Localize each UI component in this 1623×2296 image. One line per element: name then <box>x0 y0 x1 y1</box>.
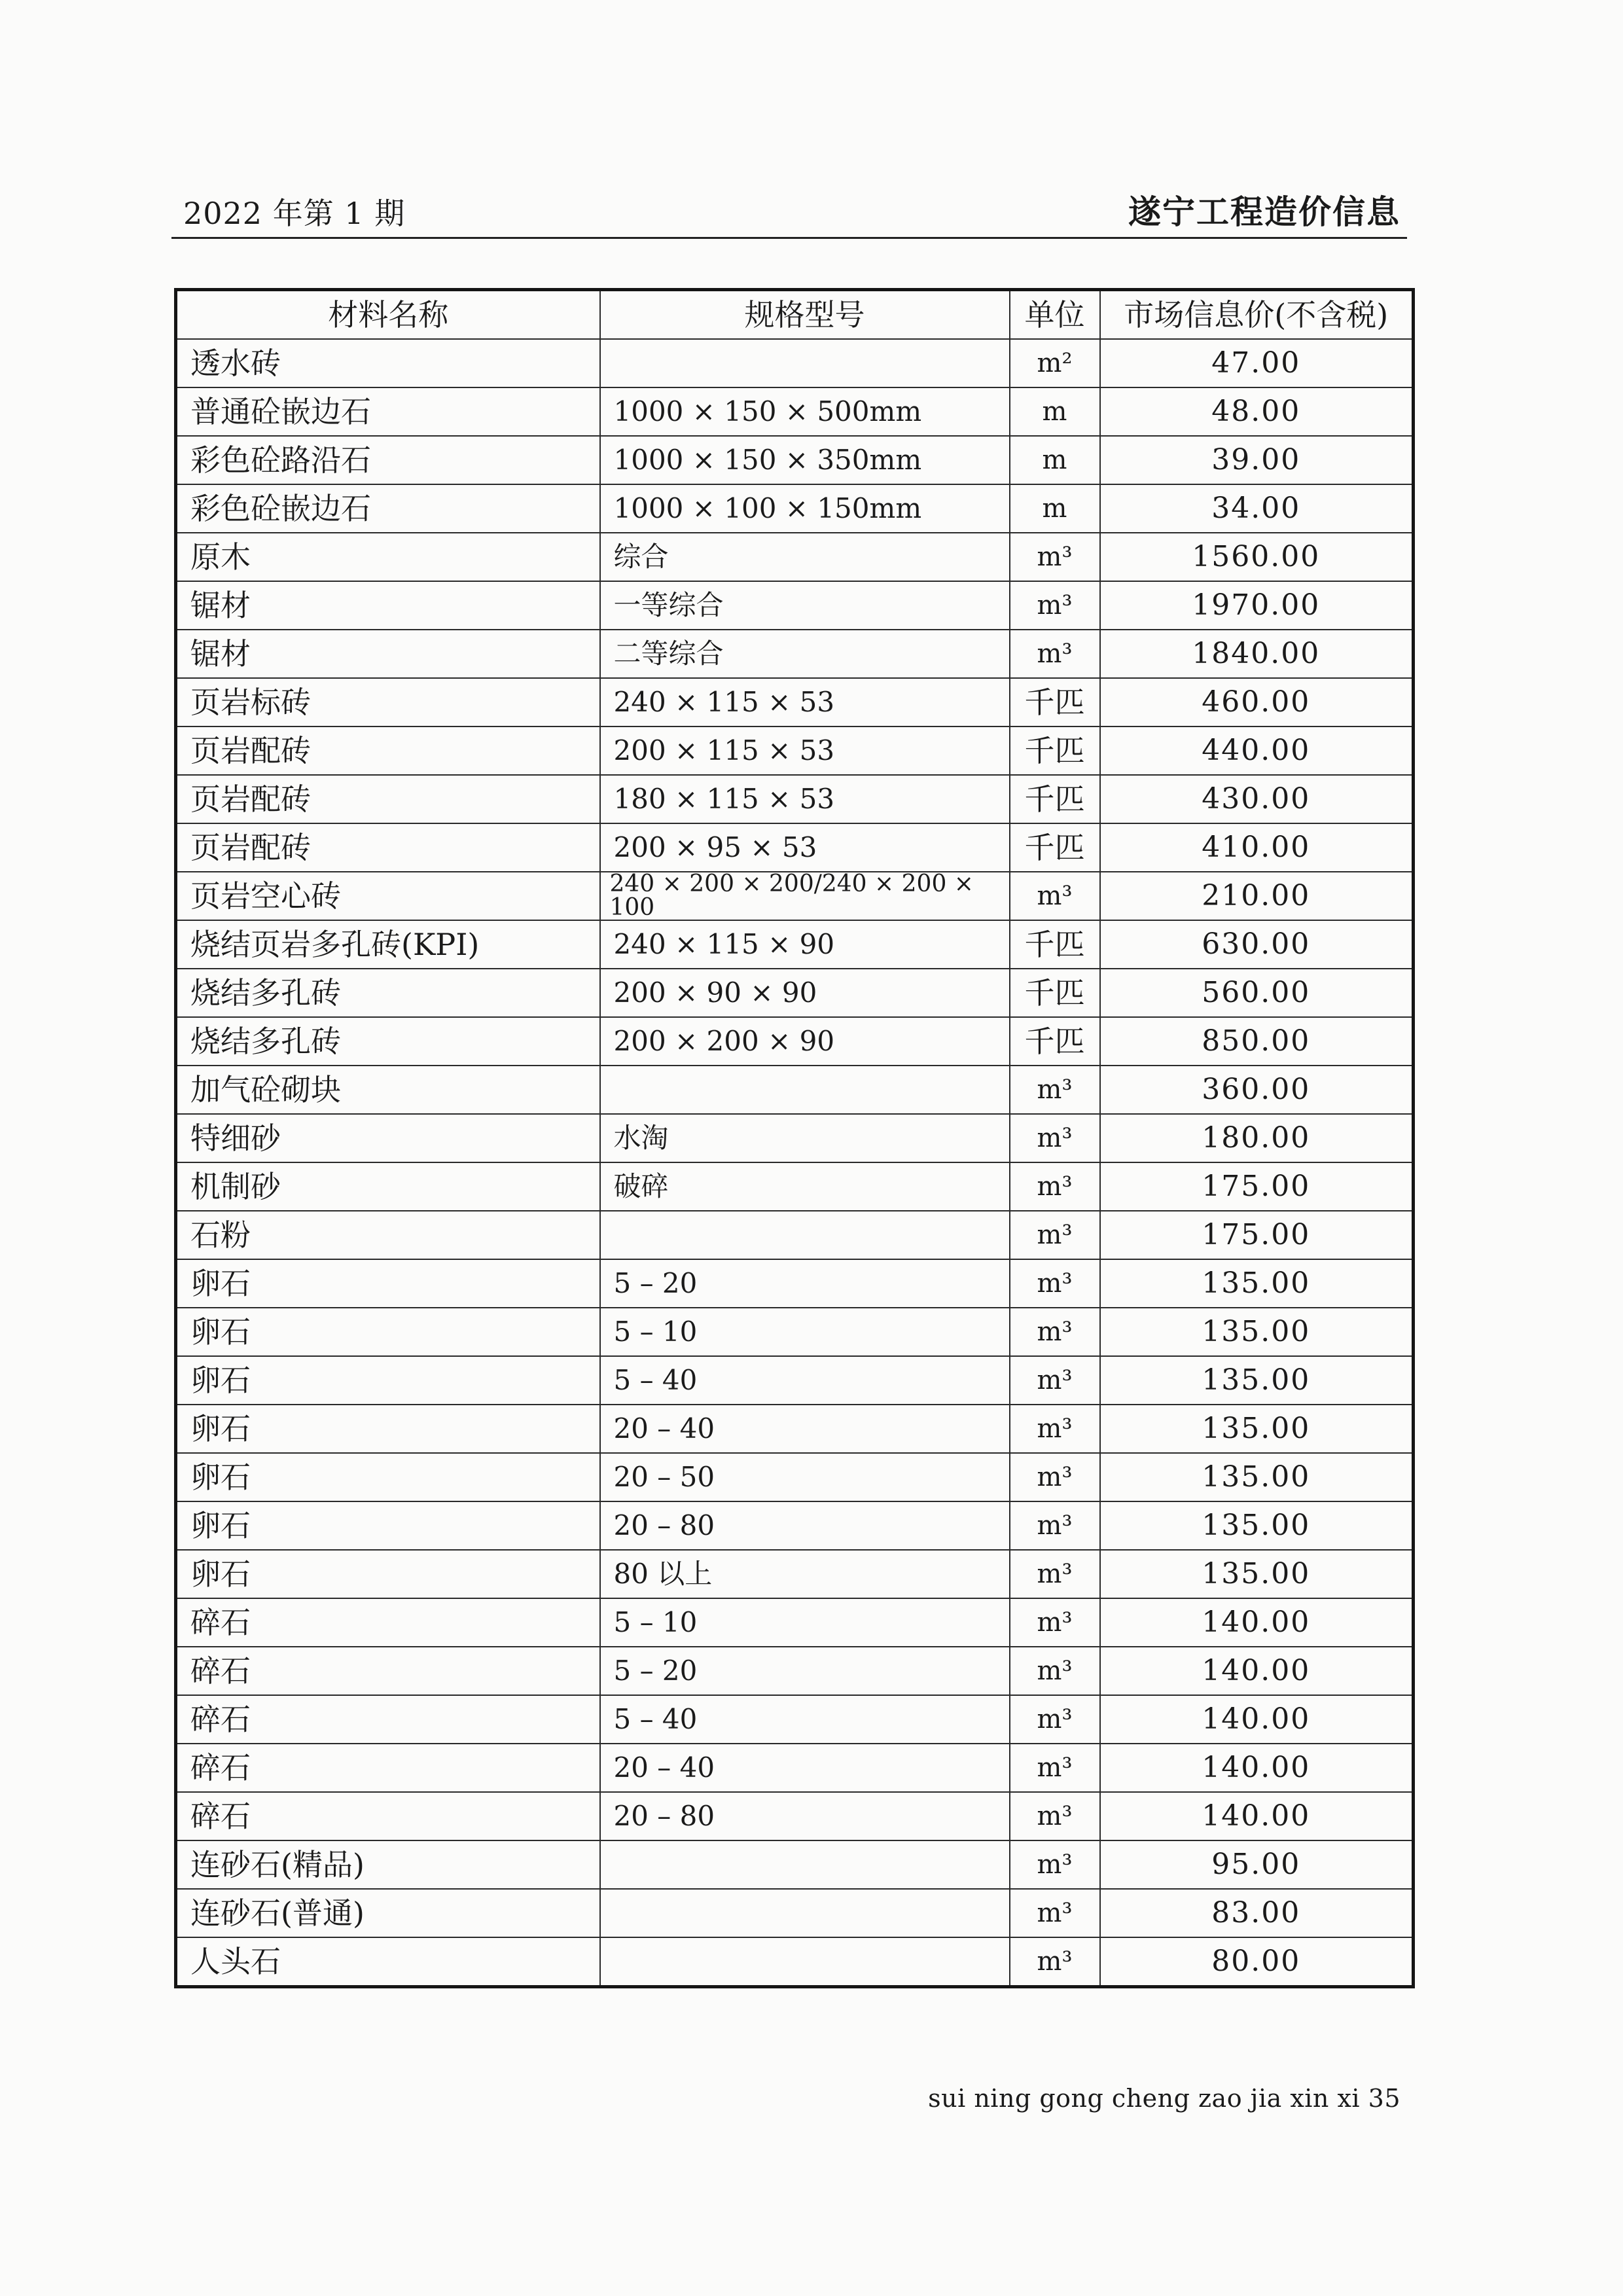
unit-cell: m³ <box>1010 1211 1100 1259</box>
price-cell: 140.00 <box>1100 1647 1414 1695</box>
material-name-cell: 卵石 <box>176 1453 600 1501</box>
material-name-cell: 碎石 <box>176 1744 600 1792</box>
unit-cell: m³ <box>1010 1889 1100 1937</box>
unit-cell: 千匹 <box>1010 920 1100 969</box>
table-row <box>176 339 1414 387</box>
table-row <box>176 1211 1414 1259</box>
unit-cell: m³ <box>1010 1453 1100 1501</box>
table-row <box>176 1259 1414 1308</box>
table-row <box>176 1937 1414 1987</box>
price-cell: 630.00 <box>1100 920 1414 969</box>
table-row <box>176 1550 1414 1598</box>
spec-cell: 5 – 10 <box>600 1308 1010 1356</box>
unit-cell: 千匹 <box>1010 726 1100 775</box>
price-cell: 47.00 <box>1100 339 1414 387</box>
unit-cell: m³ <box>1010 1647 1100 1695</box>
price-cell: 210.00 <box>1100 872 1414 920</box>
material-name-cell: 碎石 <box>176 1695 600 1744</box>
unit-cell: m³ <box>1010 1308 1100 1356</box>
table-row <box>176 387 1414 436</box>
unit-cell: m³ <box>1010 1066 1100 1114</box>
table-row <box>176 436 1414 484</box>
unit-cell: m³ <box>1010 1259 1100 1308</box>
column-header-price: 市场信息价(不含税) <box>1100 290 1414 340</box>
material-name-cell: 原木 <box>176 533 600 581</box>
unit-cell: 千匹 <box>1010 969 1100 1017</box>
unit-cell: m³ <box>1010 1840 1100 1889</box>
spec-cell: 5 – 40 <box>600 1695 1010 1744</box>
material-name-cell: 特细砂 <box>176 1114 600 1162</box>
spec-cell: 5 – 40 <box>600 1356 1010 1405</box>
price-cell: 135.00 <box>1100 1356 1414 1405</box>
table-header-row <box>176 290 1414 340</box>
table-row <box>176 533 1414 581</box>
material-name-cell: 碎石 <box>176 1792 600 1840</box>
spec-cell: 水淘 <box>600 1114 1010 1162</box>
material-name-cell: 页岩标砖 <box>176 678 600 726</box>
material-name-cell: 透水砖 <box>176 339 600 387</box>
price-cell: 80.00 <box>1100 1937 1414 1987</box>
spec-cell: 1000 × 150 × 500mm <box>600 387 1010 436</box>
price-cell: 1560.00 <box>1100 533 1414 581</box>
table-row <box>176 1356 1414 1405</box>
table-row <box>176 630 1414 678</box>
material-name-cell: 连砂石(精品) <box>176 1840 600 1889</box>
price-cell: 180.00 <box>1100 1114 1414 1162</box>
material-name-cell: 烧结多孔砖 <box>176 1017 600 1066</box>
price-cell: 1970.00 <box>1100 581 1414 630</box>
spec-cell: 180 × 115 × 53 <box>600 775 1010 823</box>
spec-cell: 240 × 115 × 53 <box>600 678 1010 726</box>
unit-cell: m³ <box>1010 1598 1100 1647</box>
table-row <box>176 1114 1414 1162</box>
material-name-cell: 卵石 <box>176 1550 600 1598</box>
page-header <box>183 183 1400 236</box>
spec-cell: 80 以上 <box>600 1550 1010 1598</box>
table-row <box>176 484 1414 533</box>
material-name-cell: 彩色砼嵌边石 <box>176 484 600 533</box>
unit-cell: m <box>1010 387 1100 436</box>
unit-cell: m³ <box>1010 872 1100 920</box>
unit-cell: 千匹 <box>1010 1017 1100 1066</box>
spec-cell: 综合 <box>600 533 1010 581</box>
table-row <box>176 775 1414 823</box>
material-name-cell: 碎石 <box>176 1647 600 1695</box>
price-cell: 460.00 <box>1100 678 1414 726</box>
price-cell: 175.00 <box>1100 1211 1414 1259</box>
unit-cell: m³ <box>1010 1405 1100 1453</box>
table-row <box>176 581 1414 630</box>
material-name-cell: 碎石 <box>176 1598 600 1647</box>
price-cell: 95.00 <box>1100 1840 1414 1889</box>
spec-cell <box>600 1937 1010 1987</box>
price-cell: 135.00 <box>1100 1259 1414 1308</box>
table-row <box>176 1647 1414 1695</box>
price-cell: 48.00 <box>1100 387 1414 436</box>
column-header-name: 材料名称 <box>176 290 600 340</box>
price-cell: 135.00 <box>1100 1501 1414 1550</box>
unit-cell: 千匹 <box>1010 823 1100 872</box>
price-cell: 135.00 <box>1100 1308 1414 1356</box>
table-row <box>176 1744 1414 1792</box>
price-cell: 34.00 <box>1100 484 1414 533</box>
material-name-cell: 卵石 <box>176 1259 600 1308</box>
unit-cell: m <box>1010 436 1100 484</box>
unit-cell: m³ <box>1010 1501 1100 1550</box>
material-name-cell: 石粉 <box>176 1211 600 1259</box>
material-name-cell: 锯材 <box>176 581 600 630</box>
spec-cell: 1000 × 100 × 150mm <box>600 484 1010 533</box>
unit-cell: m³ <box>1010 1695 1100 1744</box>
table-row <box>176 1840 1414 1889</box>
price-cell: 135.00 <box>1100 1550 1414 1598</box>
unit-cell: m³ <box>1010 581 1100 630</box>
material-name-cell: 页岩空心砖 <box>176 872 600 920</box>
spec-cell <box>600 1889 1010 1937</box>
table-row <box>176 1792 1414 1840</box>
spec-cell: 5 – 10 <box>600 1598 1010 1647</box>
material-name-cell: 卵石 <box>176 1356 600 1405</box>
spec-cell: 20 – 80 <box>600 1792 1010 1840</box>
material-name-cell: 页岩配砖 <box>176 823 600 872</box>
unit-cell: m³ <box>1010 1114 1100 1162</box>
spec-cell: 200 × 200 × 90 <box>600 1017 1010 1066</box>
unit-cell: m³ <box>1010 1356 1100 1405</box>
material-name-cell: 彩色砼路沿石 <box>176 436 600 484</box>
price-cell: 360.00 <box>1100 1066 1414 1114</box>
price-cell: 850.00 <box>1100 1017 1414 1066</box>
spec-cell: 5 – 20 <box>600 1647 1010 1695</box>
table-row <box>176 1889 1414 1937</box>
spec-cell: 20 – 80 <box>600 1501 1010 1550</box>
material-name-cell: 连砂石(普通) <box>176 1889 600 1937</box>
unit-cell: m³ <box>1010 1550 1100 1598</box>
price-cell: 175.00 <box>1100 1162 1414 1211</box>
spec-cell <box>600 339 1010 387</box>
price-cell: 560.00 <box>1100 969 1414 1017</box>
material-name-cell: 加气砼砌块 <box>176 1066 600 1114</box>
unit-cell: 千匹 <box>1010 678 1100 726</box>
page-footer: sui ning gong cheng zao jia xin xi 35 <box>928 2084 1400 2113</box>
spec-cell: 1000 × 150 × 350mm <box>600 436 1010 484</box>
spec-cell: 20 – 40 <box>600 1744 1010 1792</box>
price-cell: 140.00 <box>1100 1792 1414 1840</box>
issue-number: 2022 年第 1 期 <box>183 196 406 231</box>
table-row <box>176 1162 1414 1211</box>
unit-cell: m³ <box>1010 1162 1100 1211</box>
table-row <box>176 1598 1414 1647</box>
spec-cell <box>600 1840 1010 1889</box>
unit-cell: m² <box>1010 339 1100 387</box>
material-name-cell: 普通砼嵌边石 <box>176 387 600 436</box>
spec-cell: 240 × 200 × 200/240 × 200 × 100 <box>600 872 1010 920</box>
material-name-cell: 烧结多孔砖 <box>176 969 600 1017</box>
unit-cell: m <box>1010 484 1100 533</box>
unit-cell: m³ <box>1010 630 1100 678</box>
spec-cell: 一等综合 <box>600 581 1010 630</box>
magazine-title: 遂宁工程造价信息 <box>1128 192 1400 231</box>
unit-cell: 千匹 <box>1010 775 1100 823</box>
spec-cell: 二等综合 <box>600 630 1010 678</box>
table-row <box>176 1501 1414 1550</box>
price-cell: 135.00 <box>1100 1453 1414 1501</box>
price-cell: 140.00 <box>1100 1695 1414 1744</box>
table-row <box>176 678 1414 726</box>
unit-cell: m³ <box>1010 1792 1100 1840</box>
price-cell: 39.00 <box>1100 436 1414 484</box>
table-row <box>176 1066 1414 1114</box>
material-name-cell: 人头石 <box>176 1937 600 1987</box>
header-divider <box>171 237 1407 239</box>
column-header-unit: 单位 <box>1010 290 1100 340</box>
table-row <box>176 1405 1414 1453</box>
spec-cell: 20 – 40 <box>600 1405 1010 1453</box>
table-body <box>176 339 1414 1987</box>
spec-cell: 200 × 90 × 90 <box>600 969 1010 1017</box>
price-cell: 440.00 <box>1100 726 1414 775</box>
price-cell: 1840.00 <box>1100 630 1414 678</box>
table-row <box>176 823 1414 872</box>
table-row <box>176 1017 1414 1066</box>
price-cell: 140.00 <box>1100 1744 1414 1792</box>
unit-cell: m³ <box>1010 533 1100 581</box>
spec-cell <box>600 1066 1010 1114</box>
table-row <box>176 969 1414 1017</box>
spec-cell: 破碎 <box>600 1162 1010 1211</box>
spec-cell <box>600 1211 1010 1259</box>
material-name-cell: 页岩配砖 <box>176 726 600 775</box>
column-header-spec: 规格型号 <box>600 290 1010 340</box>
table-row <box>176 1695 1414 1744</box>
spec-cell: 240 × 115 × 90 <box>600 920 1010 969</box>
price-cell: 83.00 <box>1100 1889 1414 1937</box>
material-name-cell: 锯材 <box>176 630 600 678</box>
unit-cell: m³ <box>1010 1937 1100 1987</box>
price-cell: 410.00 <box>1100 823 1414 872</box>
price-cell: 140.00 <box>1100 1598 1414 1647</box>
material-name-cell: 卵石 <box>176 1405 600 1453</box>
table-row <box>176 1308 1414 1356</box>
spec-cell: 20 – 50 <box>600 1453 1010 1501</box>
unit-cell: m³ <box>1010 1744 1100 1792</box>
material-name-cell: 烧结页岩多孔砖(KPI) <box>176 920 600 969</box>
table-row <box>176 726 1414 775</box>
table-row <box>176 872 1414 920</box>
spec-cell: 200 × 95 × 53 <box>600 823 1010 872</box>
material-name-cell: 卵石 <box>176 1501 600 1550</box>
price-cell: 135.00 <box>1100 1405 1414 1453</box>
material-name-cell: 卵石 <box>176 1308 600 1356</box>
material-name-cell: 页岩配砖 <box>176 775 600 823</box>
table-row <box>176 1453 1414 1501</box>
spec-cell: 5 – 20 <box>600 1259 1010 1308</box>
spec-cell: 200 × 115 × 53 <box>600 726 1010 775</box>
price-table <box>174 288 1415 1988</box>
price-cell: 430.00 <box>1100 775 1414 823</box>
material-name-cell: 机制砂 <box>176 1162 600 1211</box>
table-row <box>176 920 1414 969</box>
